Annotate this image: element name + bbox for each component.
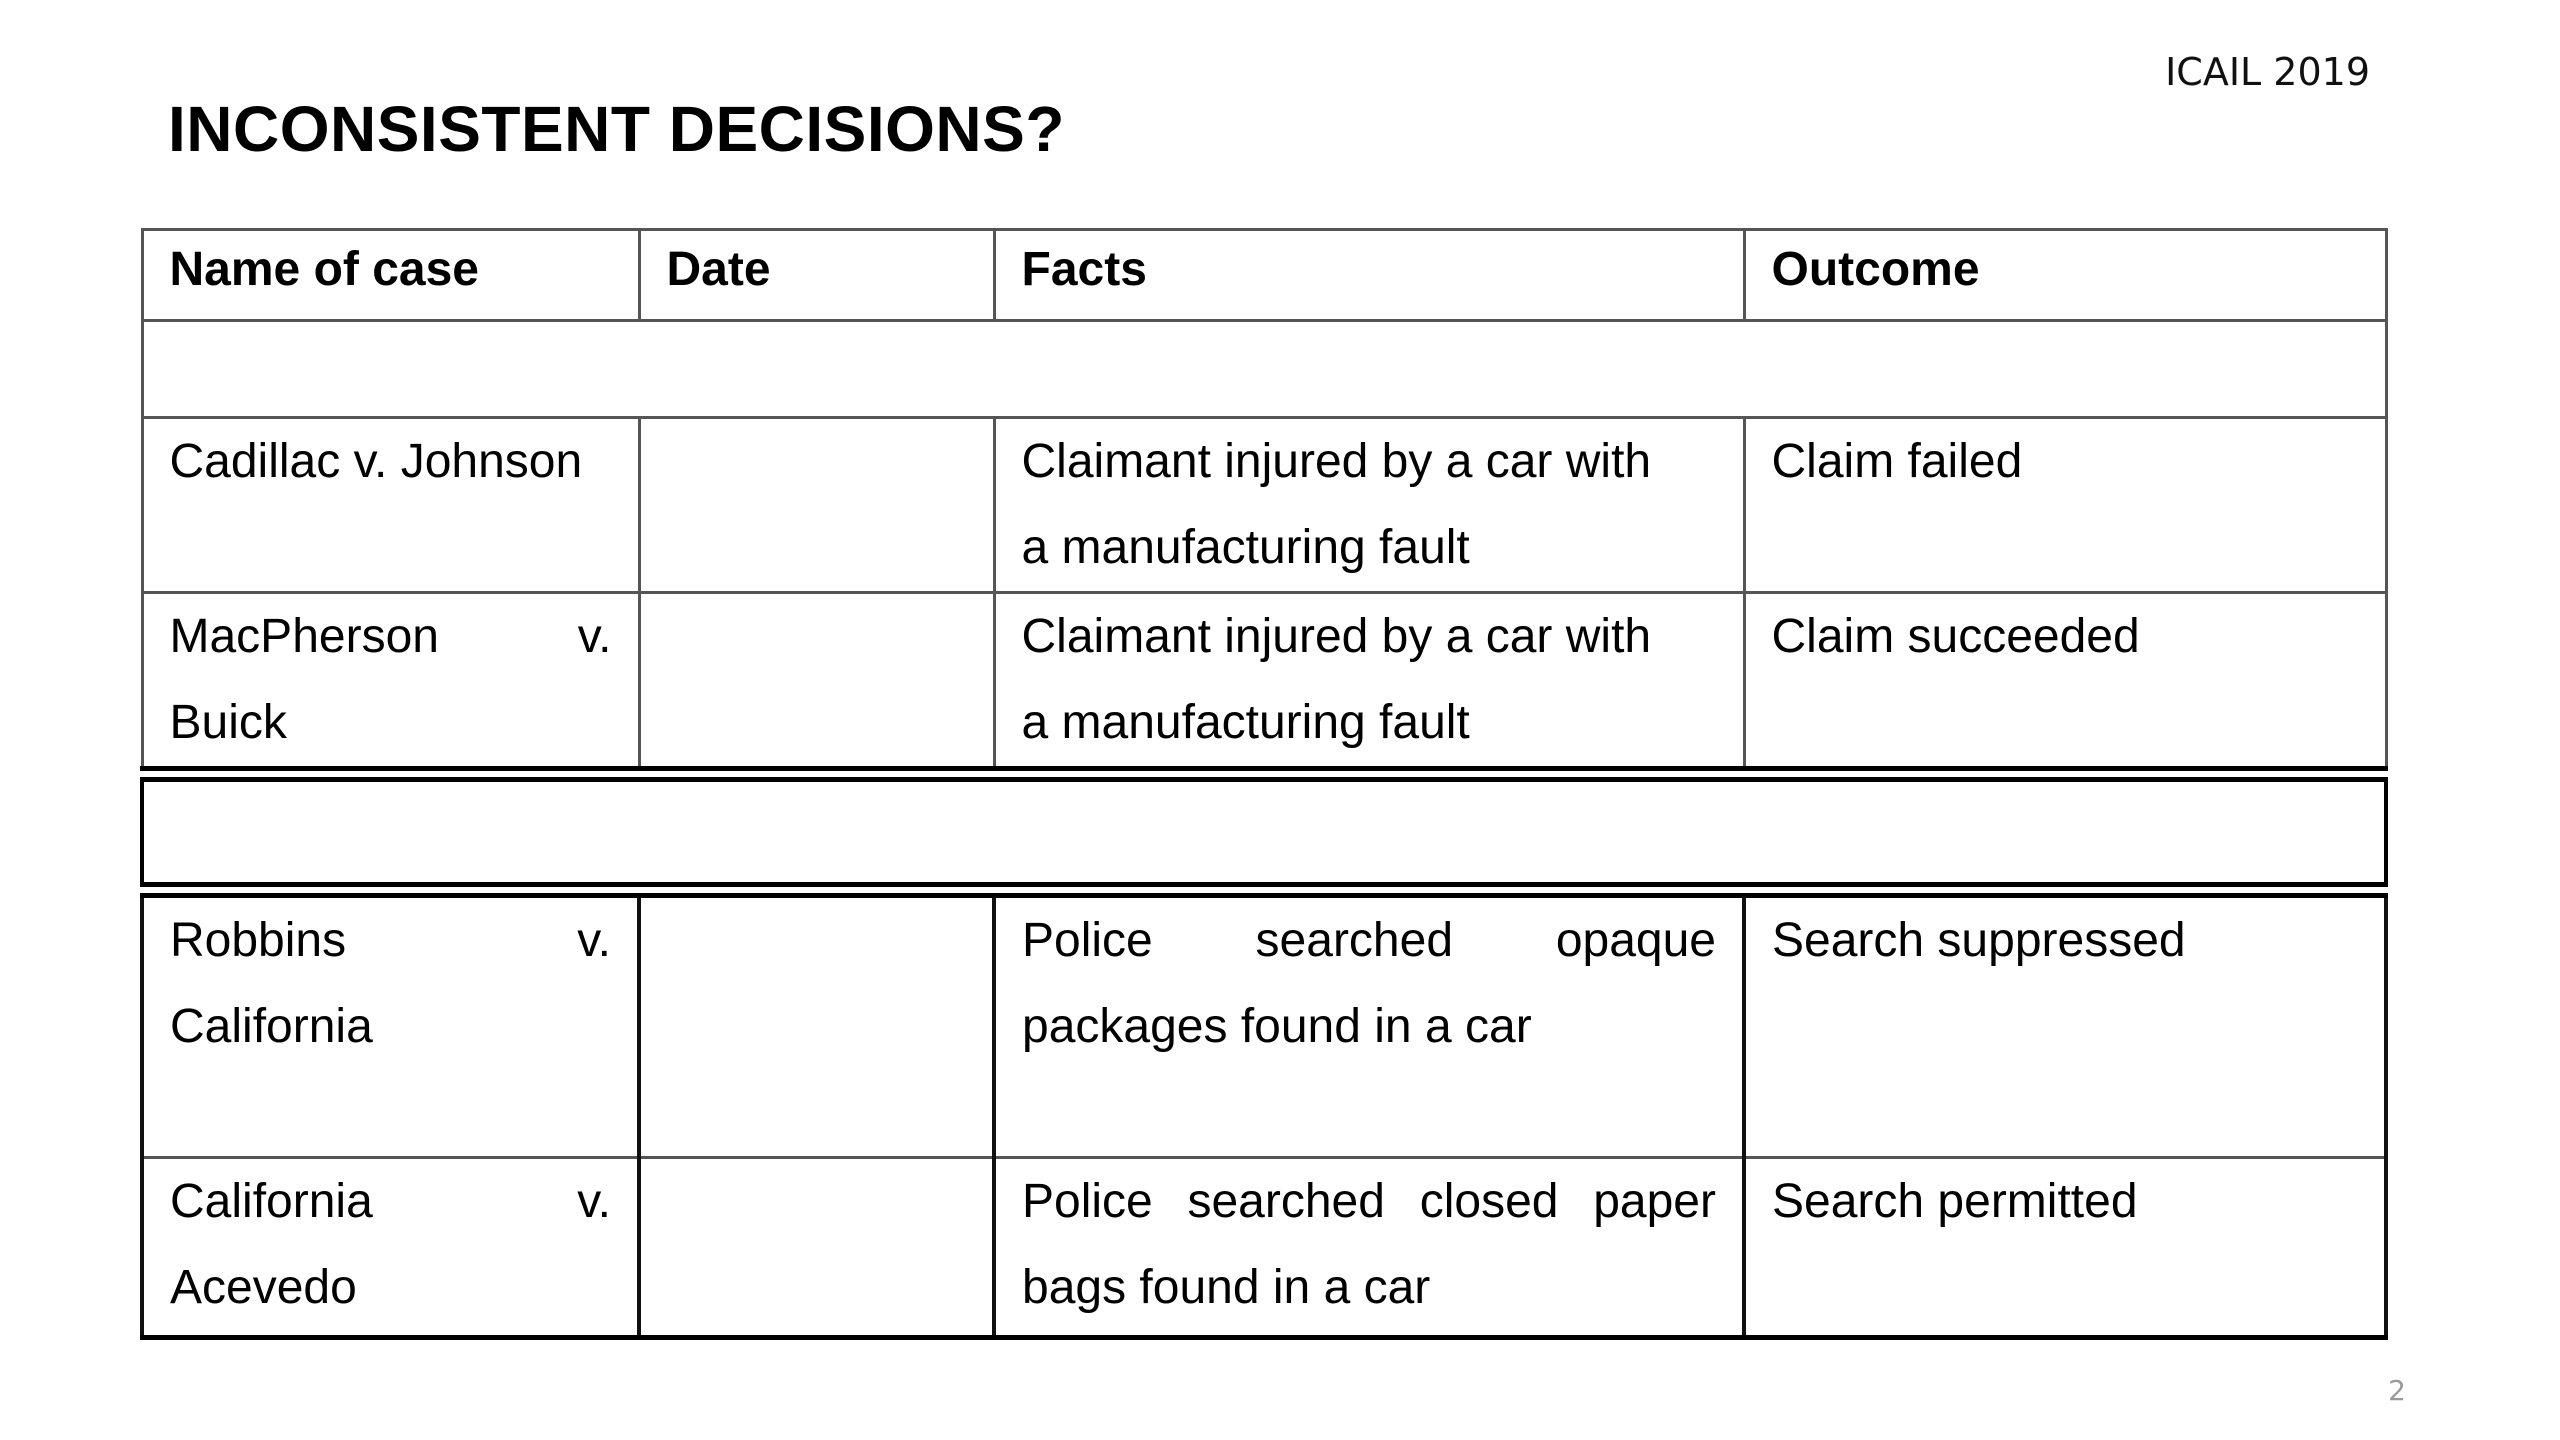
facts-word: searched [1187, 1175, 1385, 1228]
table-row [142, 890, 2386, 1158]
case-date-cell [639, 890, 994, 1158]
case-outcome-cell: Claim failed [1744, 418, 2386, 593]
header-facts: Facts [994, 230, 1744, 321]
facts-word: Police [1022, 914, 1153, 967]
case-outcome-cell: Search suppressed [1744, 890, 2386, 1158]
header-outcome: Outcome [1744, 230, 2386, 321]
facts-word: Police [1022, 1175, 1153, 1228]
header-name-of-case: Name of case [142, 230, 639, 321]
case-outcome-cell: Search permitted [1744, 1158, 2386, 1338]
section-separator-cell [142, 774, 2386, 890]
case-party-2: Acevedo [170, 1261, 357, 1314]
case-name-cell [142, 418, 639, 593]
empty-cell [142, 321, 2386, 418]
facts-line: bags found in a car [1022, 1261, 1431, 1314]
page-number: 2 [2388, 1374, 2406, 1407]
case-party-1: California [170, 1175, 373, 1228]
case-party-2: Buick [169, 696, 287, 749]
table-row [142, 418, 2386, 593]
facts-line [1022, 898, 1716, 984]
section-separator-row [142, 774, 2386, 890]
case-facts-cell [994, 593, 1744, 775]
case-name-line [170, 1159, 611, 1245]
case-versus: v. [577, 610, 612, 663]
case-date-cell [639, 418, 994, 593]
case-party-2: California [170, 1000, 373, 1053]
case-party-1: MacPherson [169, 610, 439, 663]
slide-title: INCONSISTENT DECISIONS? [168, 93, 1065, 165]
case-party-1: Robbins [170, 914, 347, 967]
facts-line [1022, 419, 1717, 505]
case-name-cell [142, 1158, 639, 1338]
case-outcome-cell: Claim succeeded [1744, 593, 2386, 775]
facts-line: a manufacturing fault [1021, 696, 1470, 749]
case-name-line [170, 898, 611, 984]
facts-word: paper [1593, 1175, 1716, 1228]
facts-line [1022, 594, 1717, 680]
facts-line: packages found in a car [1022, 1000, 1532, 1053]
case-facts-cell [994, 418, 1744, 593]
case-date-cell [639, 1158, 994, 1338]
case-name: Cadillac v. Johnson [169, 435, 583, 488]
case-versus: v. [577, 914, 611, 967]
facts-line: a manufacturing fault [1021, 521, 1470, 574]
table-header-row [142, 230, 2386, 321]
table-row [142, 1158, 2386, 1338]
facts-text: Claimant injured by a car with [1021, 435, 1652, 488]
facts-word: closed [1419, 1175, 1559, 1228]
case-name-cell [142, 593, 639, 775]
facts-line [1022, 1159, 1716, 1245]
empty-row [142, 321, 2386, 418]
case-versus: v. [577, 1175, 611, 1228]
case-date-cell [639, 593, 994, 775]
conference-label: ICAIL 2019 [2165, 50, 2370, 94]
facts-text: Claimant injured by a car with [1021, 610, 1652, 663]
case-name-line [170, 594, 612, 680]
table-row [142, 593, 2386, 775]
cases-table [140, 228, 2388, 1340]
case-facts-cell [994, 1158, 1744, 1338]
facts-word: searched [1255, 914, 1454, 967]
header-date: Date [639, 230, 994, 321]
case-name-cell [142, 890, 639, 1158]
facts-word: opaque [1555, 914, 1716, 967]
case-facts-cell [994, 890, 1744, 1158]
